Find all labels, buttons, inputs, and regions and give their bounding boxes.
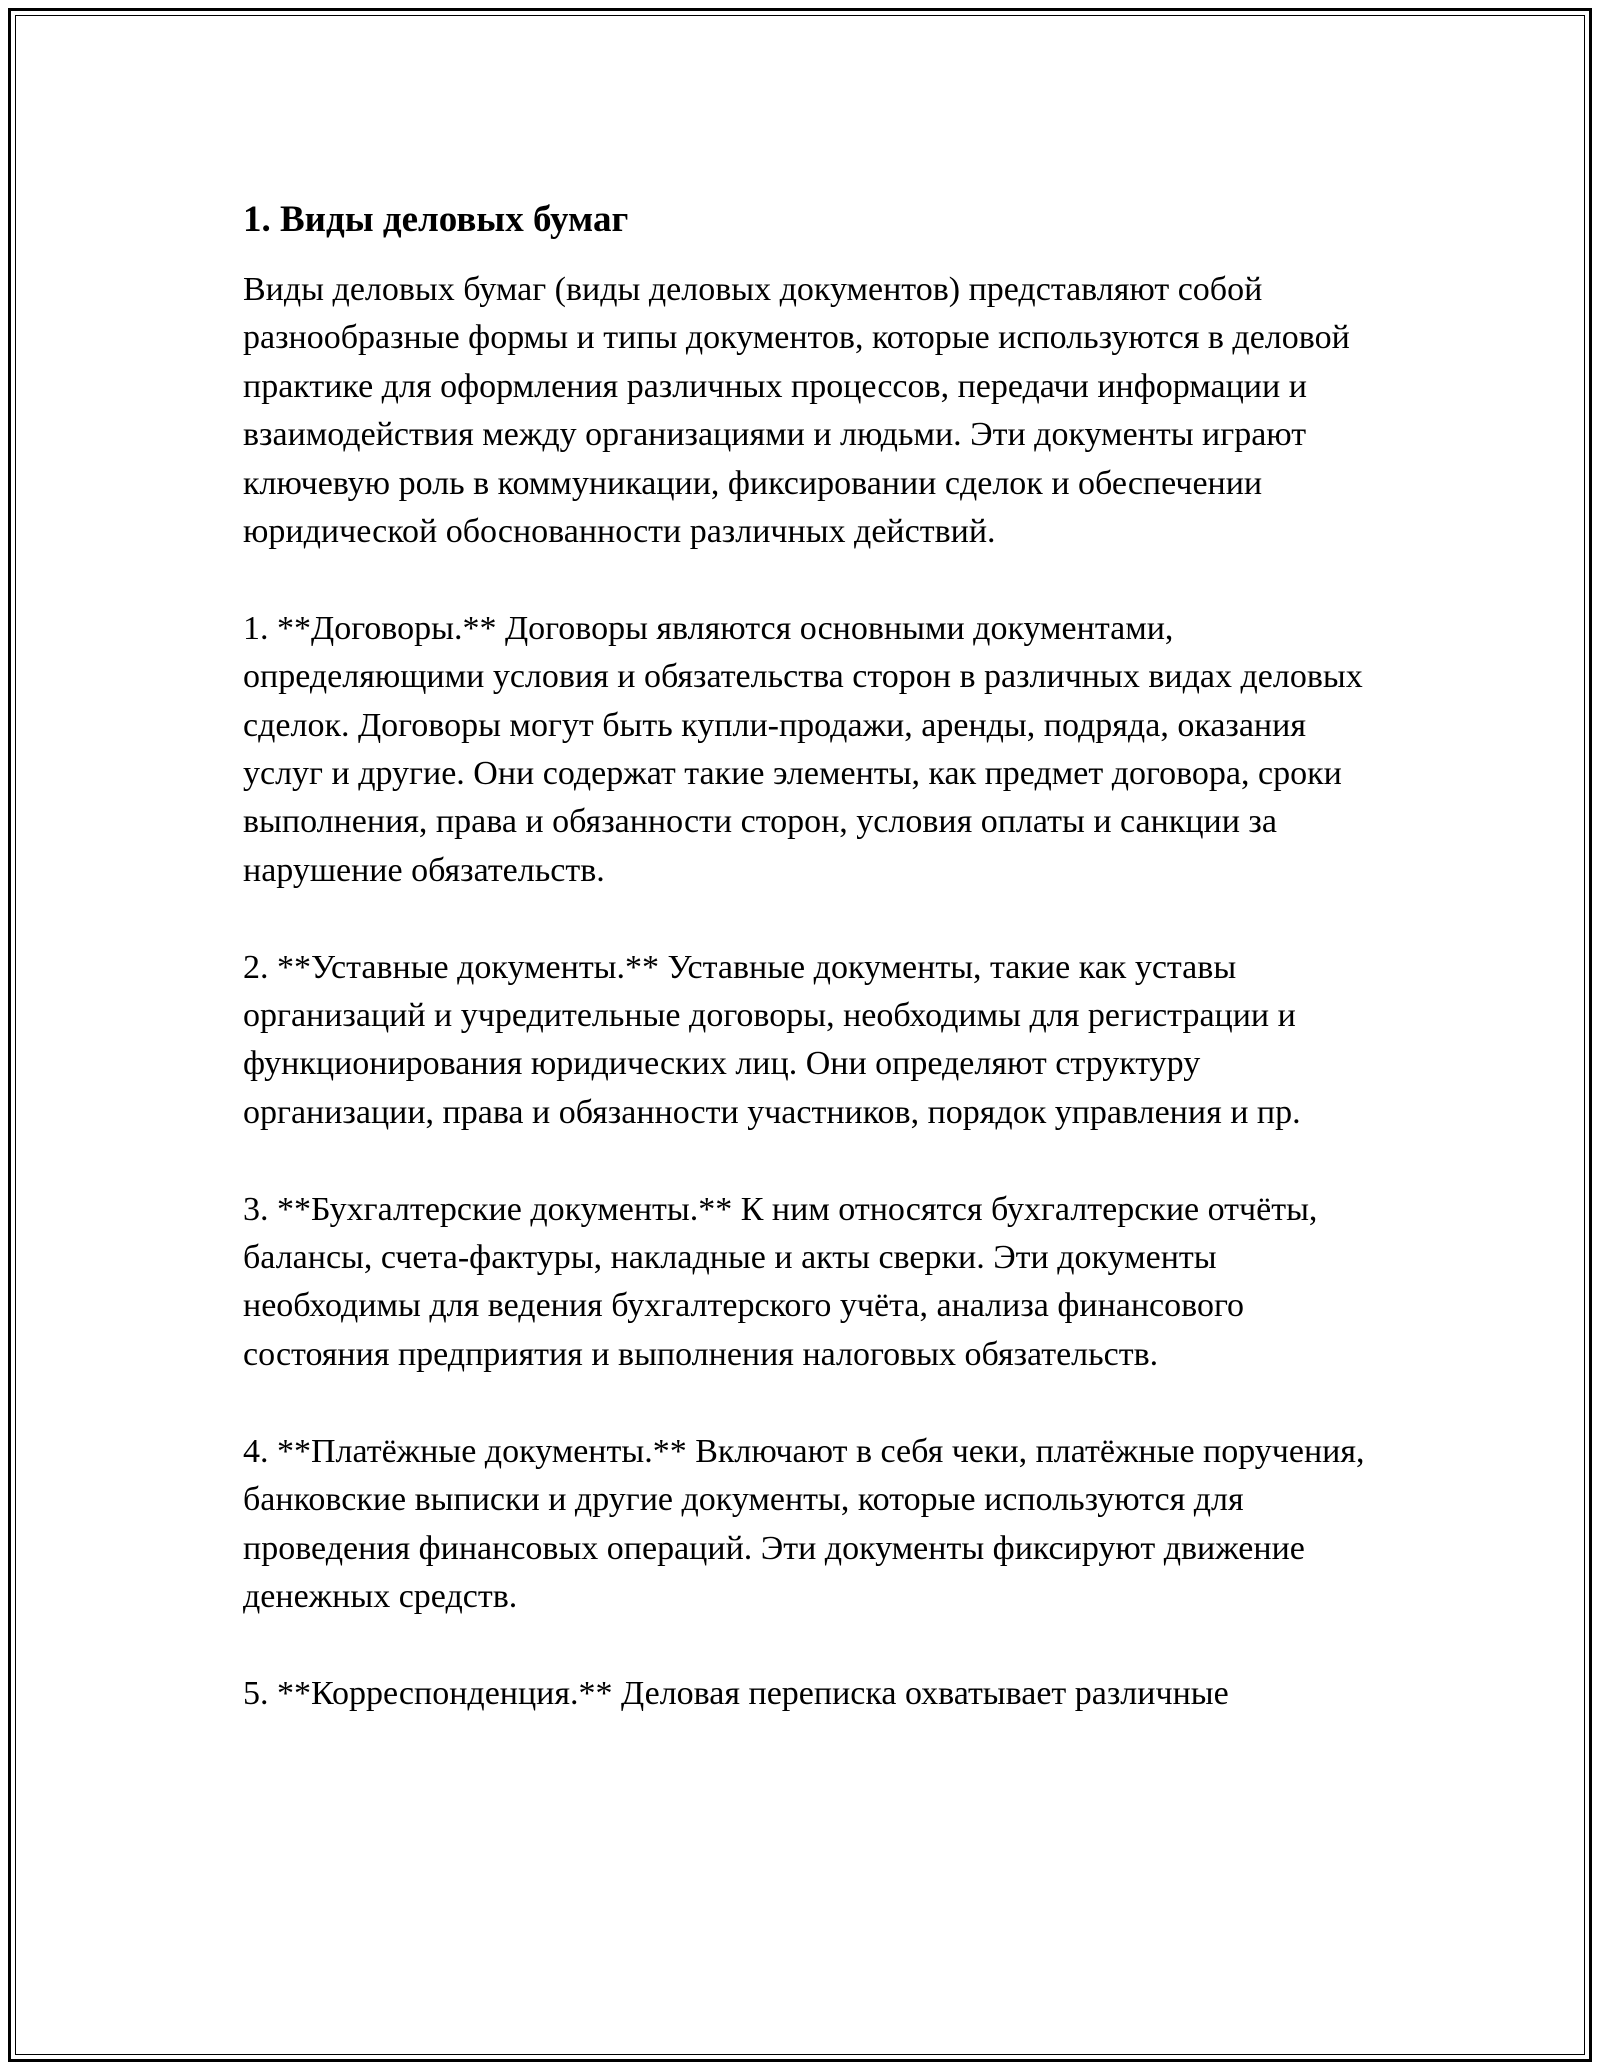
page-border [8,8,1592,2062]
list-item-charter-documents: 2. **Уставные документы.** Уставные документы, такие как уставы организаций и учредительные договоры, необходимы для регистрации и функционирования юридических лиц. Они определяют структуру организации, права и обязанности участников, порядок управления и пр. [243,948,1305,1131]
intro-paragraph: Виды деловых бумаг (виды деловых документов) представляют собой разнообразные формы и типы документов, которые используются в деловой практике для оформления различных процессов, передачи информации и взаимодействия между организациями и людьми. Эти документы играют ключевую роль в коммуникации, фиксировании сделок и обеспечении юридической обоснованности различных действий. [243,271,1359,551]
list-item-contracts: 1. **Договоры.** Договоры являются основными документами, определяющими условия и обязательства сторон в различных видах деловых сделок. Договоры могут быть купли-продажи, аренды, подряда, оказания услуг и другие. Они содержат такие элементы, как предмет договора, сроки выполнения, права и обязанности сторон, условия оплаты и санкции за нарушение обязательств. [243,609,1372,889]
section-heading: 1. Виды деловых бумаг [243,199,629,240]
document-body [243,196,1383,1718]
list-item-correspondence: 5. **Корреспонденция.** Деловая переписка охватывает различные [243,1674,1229,1712]
list-item-payment-documents: 4. **Платёжные документы.** Включают в себя чеки, платёжные поручения, банковские выписки и другие документы, которые используются для проведения финансовых операций. Эти документы фиксируют движение денежных средств. [243,1432,1374,1615]
list-item-accounting-documents: 3. **Бухгалтерские документы.** К ним относятся бухгалтерские отчёты, балансы, счета-фактуры, накладные и акты сверки. Эти документы необходимы для ведения бухгалтерского учёта, анализа финансового состояния предприятия и выполнения налоговых обязательств. [243,1190,1326,1373]
page-border-inner [15,15,1585,2055]
